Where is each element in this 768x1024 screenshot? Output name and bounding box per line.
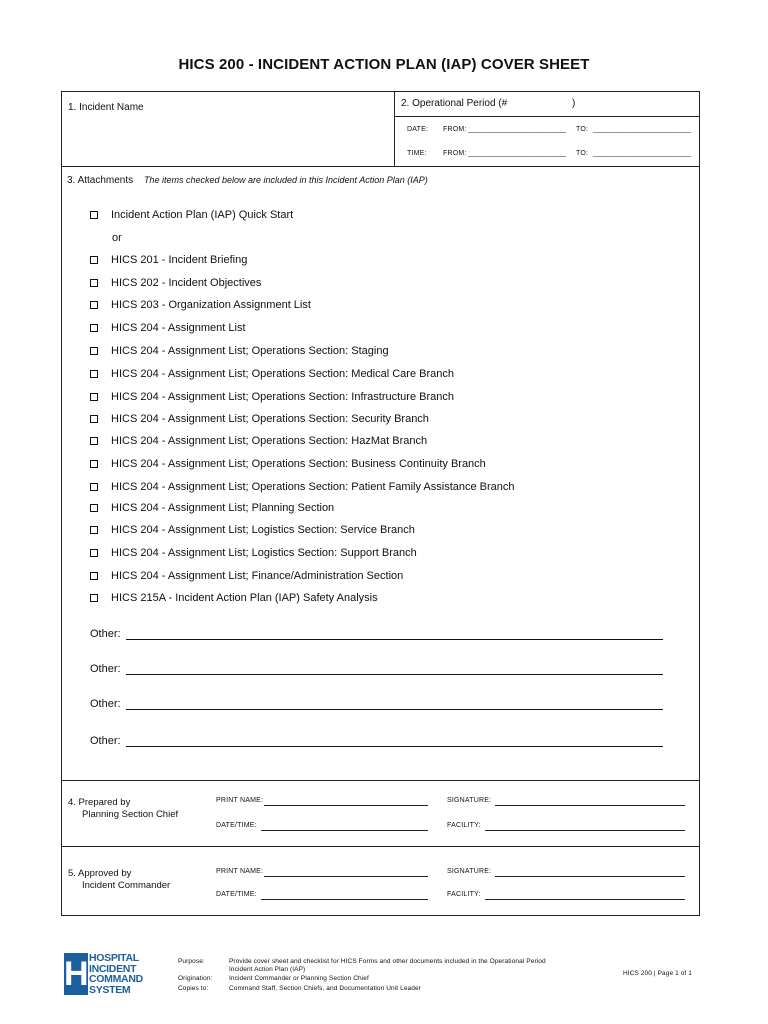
print-name-line[interactable]	[264, 804, 428, 806]
origination-text: Incident Commander or Planning Section Chief	[229, 975, 369, 982]
attachment-item[interactable]	[90, 546, 417, 560]
logo-word: SYSTEM	[89, 983, 131, 996]
checkbox-icon[interactable]	[90, 370, 98, 378]
prepared-by-label: 4. Prepared by	[68, 797, 131, 808]
attachment-label: HICS 215A - Incident Action Plan (IAP) Safety Analysis	[111, 592, 378, 604]
hics-logo	[64, 953, 156, 995]
attachment-label: HICS 204 - Assignment List; Operations Section: Infrastructure Branch	[111, 391, 454, 403]
attachment-label: HICS 204 - Assignment List; Logistics Section: Support Branch	[111, 547, 417, 559]
prepared-by-section	[61, 780, 700, 847]
checkbox-icon[interactable]	[90, 393, 98, 401]
attachment-item[interactable]	[90, 591, 378, 605]
attachment-label: Incident Action Plan (IAP) Quick Start	[111, 209, 294, 221]
attachment-item[interactable]	[90, 276, 261, 290]
print-name-label: PRINT NAME:	[216, 868, 264, 875]
attachment-label: HICS 204 - Assignment List; Operations Section: Medical Care Branch	[111, 368, 454, 380]
attachment-label: HICS 203 - Organization Assignment List	[111, 299, 311, 311]
attachment-label: HICS 202 - Incident Objectives	[111, 277, 262, 289]
time-from-label: FROM:	[443, 150, 467, 157]
date-from-label: FROM:	[443, 126, 467, 133]
date-time-line[interactable]	[261, 898, 428, 900]
operational-period-cell	[394, 92, 699, 166]
attachment-item[interactable]	[90, 344, 389, 358]
checkbox-icon[interactable]	[90, 437, 98, 445]
other-line[interactable]	[126, 674, 663, 675]
checkbox-icon[interactable]	[90, 211, 98, 219]
other-field[interactable]	[90, 735, 121, 747]
incident-info-section	[61, 91, 700, 167]
date-from-field[interactable]: ________________________	[468, 126, 567, 133]
facility-line[interactable]	[485, 829, 685, 831]
date-time-label: DATE/TIME:	[216, 891, 257, 898]
attachment-item[interactable]	[90, 208, 293, 222]
checkbox-icon[interactable]	[90, 460, 98, 468]
checkbox-icon[interactable]	[90, 504, 98, 512]
checkbox-icon[interactable]	[90, 415, 98, 423]
attachment-item[interactable]	[90, 412, 429, 426]
attachment-item[interactable]	[90, 434, 427, 448]
attachment-item[interactable]	[90, 298, 311, 312]
date-to-label: TO:	[576, 126, 589, 133]
other-field[interactable]	[90, 663, 121, 675]
form-title: HICS 200 - INCIDENT ACTION PLAN (IAP) COVER SHEET	[178, 56, 590, 73]
or-text: or	[112, 232, 122, 244]
attachment-label: HICS 204 - Assignment List; Planning Section	[111, 502, 335, 514]
facility-label: FACILITY:	[447, 822, 481, 829]
attachments-heading	[67, 175, 428, 186]
prepared-by-role: Planning Section Chief	[82, 809, 179, 820]
attachment-item[interactable]	[90, 480, 515, 494]
attachment-item[interactable]	[90, 253, 247, 267]
purpose-text: Provide cover sheet and checklist for HICS Forms and other documents included in the Operational Period	[229, 958, 546, 965]
time-to-field[interactable]: ________________________	[593, 150, 692, 157]
checkbox-icon[interactable]	[90, 549, 98, 557]
other-field[interactable]	[90, 698, 121, 710]
incident-name-label: 1. Incident Name	[68, 102, 144, 113]
attachment-label: HICS 204 - Assignment List; Operations Section: Patient Family Assistance Branch	[111, 481, 515, 493]
print-name-label: PRINT NAME:	[216, 797, 264, 804]
logo-word: HOSPITAL	[89, 952, 139, 964]
attachments-label: 3. Attachments	[67, 175, 134, 186]
attachment-label: HICS 204 - Assignment List; Operations Section: HazMat Branch	[111, 435, 428, 447]
attachment-item[interactable]	[90, 367, 454, 381]
approved-by-label: 5. Approved by	[68, 868, 132, 879]
attachment-item[interactable]	[90, 390, 454, 404]
purpose-label: Purpose:	[178, 958, 205, 965]
facility-line[interactable]	[485, 898, 685, 900]
date-time-line[interactable]	[261, 829, 428, 831]
copies-label: Copies to:	[178, 985, 209, 992]
checkbox-icon[interactable]	[90, 324, 98, 332]
other-label: Other:	[90, 663, 121, 675]
time-to-label: TO:	[576, 150, 589, 157]
date-to-field[interactable]: ________________________	[593, 126, 692, 133]
form-footer	[0, 950, 768, 1010]
copies-text: Command Staff, Section Chiefs, and Documentation Unit Leader	[229, 985, 421, 992]
facility-label: FACILITY:	[447, 891, 481, 898]
other-label: Other:	[90, 735, 121, 747]
print-name-line[interactable]	[264, 875, 428, 877]
incident-name-cell[interactable]	[62, 92, 395, 166]
other-field[interactable]	[90, 628, 121, 640]
attachment-item[interactable]	[90, 457, 486, 471]
checkbox-icon[interactable]	[90, 347, 98, 355]
checkbox-icon[interactable]	[90, 256, 98, 264]
operational-period-close: )	[572, 98, 576, 109]
attachment-label: HICS 204 - Assignment List; Operations Section: Business Continuity Branch	[111, 458, 486, 470]
checkbox-icon[interactable]	[90, 594, 98, 602]
origination-label: Origination:	[178, 975, 213, 982]
approved-by-role: Incident Commander	[82, 880, 171, 891]
time-label: TIME:	[407, 150, 427, 157]
checkbox-icon[interactable]	[90, 301, 98, 309]
signature-line[interactable]	[495, 875, 685, 877]
logo-word: COMMAND	[89, 973, 143, 985]
attachment-item[interactable]	[90, 321, 246, 335]
attachments-note: The items checked below are included in this Incident Action Plan (IAP)	[143, 175, 428, 185]
attachment-item[interactable]	[90, 569, 403, 583]
operational-period-label: 2. Operational Period (#	[401, 98, 508, 109]
attachment-item[interactable]	[90, 523, 415, 537]
other-line[interactable]	[126, 709, 663, 710]
attachment-label: HICS 201 - Incident Briefing	[111, 254, 248, 266]
other-line[interactable]	[126, 746, 663, 747]
other-label: Other:	[90, 698, 121, 710]
attachment-label: HICS 204 - Assignment List	[111, 322, 246, 334]
logo-wordmark	[89, 953, 156, 995]
signature-line[interactable]	[495, 804, 685, 806]
date-label: DATE:	[407, 126, 429, 133]
checkbox-icon[interactable]	[90, 279, 98, 287]
logo-word: INCIDENT	[89, 962, 137, 975]
signature-label: SIGNATURE:	[447, 868, 492, 875]
logo-h-mark: H	[64, 955, 89, 993]
checkbox-icon[interactable]	[90, 526, 98, 534]
purpose-text-cont: Incident Action Plan (IAP)	[229, 966, 306, 973]
other-label: Other:	[90, 628, 121, 640]
signature-label: SIGNATURE:	[447, 797, 492, 804]
attachment-item[interactable]	[90, 501, 334, 515]
divider	[394, 116, 699, 117]
attachment-label: HICS 204 - Assignment List; Operations Section: Staging	[111, 345, 389, 357]
approved-by-section	[61, 846, 700, 916]
page-reference: HICS 200 | Page 1 of 1	[623, 970, 692, 977]
attachment-label: HICS 204 - Assignment List; Logistics Section: Service Branch	[111, 524, 415, 536]
other-line[interactable]	[126, 639, 663, 640]
checkbox-icon[interactable]	[90, 483, 98, 491]
checkbox-icon[interactable]	[90, 572, 98, 580]
time-from-field[interactable]: ________________________	[468, 150, 567, 157]
attachment-label: HICS 204 - Assignment List; Operations Section: Security Branch	[111, 413, 429, 425]
attachments-section	[61, 166, 700, 781]
attachment-label: HICS 204 - Assignment List; Finance/Administration Section	[111, 570, 404, 582]
date-time-label: DATE/TIME:	[216, 822, 257, 829]
